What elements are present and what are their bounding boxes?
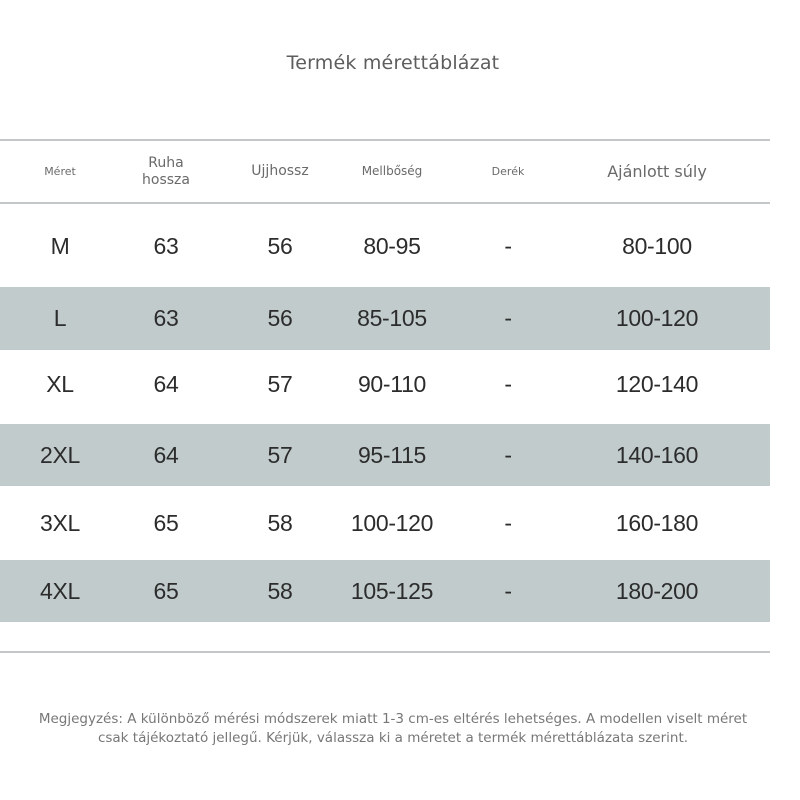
table-row <box>0 287 770 350</box>
weight-cell: 100-120 <box>615 305 699 331</box>
waist-cell: - <box>504 370 512 397</box>
weight-cell: 180-200 <box>615 577 699 604</box>
sleeve-length-cell: 58 <box>267 577 293 604</box>
garment-length-cell: 63 <box>153 305 179 331</box>
header-sleeve-length: Ujjhossz <box>251 163 309 179</box>
size-cell: 2XL <box>39 441 81 468</box>
waist-cell: - <box>504 305 512 331</box>
size-cell: 4XL <box>39 577 81 604</box>
waist-cell: - <box>504 577 512 604</box>
sizing-note-line-2: csak tájékoztató jellegű. Kérjük, válassza ki a méretet a termék mérettáblázata szerint. <box>97 730 689 746</box>
table-header-rule <box>0 202 770 204</box>
sleeve-length-cell: 57 <box>267 441 293 468</box>
table-row <box>0 212 770 280</box>
page-title: Termék mérettáblázat <box>286 52 500 74</box>
weight-cell: 80-100 <box>622 232 692 259</box>
garment-length-cell: 64 <box>153 370 179 397</box>
chest-cell: 105-125 <box>350 577 434 604</box>
garment-length-cell: 64 <box>153 441 179 468</box>
garment-length-cell: 65 <box>153 577 179 604</box>
table-row <box>0 352 770 416</box>
weight-cell: 160-180 <box>615 509 699 536</box>
table-row <box>0 560 770 622</box>
table-bottom-rule <box>0 651 770 653</box>
chest-cell: 100-120 <box>350 509 434 536</box>
header-size: Méret <box>44 165 76 178</box>
size-cell: M <box>50 232 70 259</box>
chest-cell: 95-115 <box>357 441 427 468</box>
size-cell: XL <box>46 370 74 397</box>
chest-cell: 90-110 <box>357 370 427 397</box>
chest-cell: 85-105 <box>357 305 427 331</box>
chest-cell: 80-95 <box>363 232 421 259</box>
header-chest: Mellbőség <box>361 164 423 178</box>
size-cell: 3XL <box>39 509 81 536</box>
sleeve-length-cell: 56 <box>267 232 293 259</box>
sizing-note <box>0 710 786 748</box>
size-cell: L <box>53 305 67 331</box>
garment-length-cell: 63 <box>153 232 179 259</box>
header-garment-length: Ruha hossza <box>142 154 190 188</box>
sleeve-length-cell: 56 <box>267 305 293 331</box>
weight-cell: 140-160 <box>615 441 699 468</box>
table-row <box>0 488 770 558</box>
header-waist: Derék <box>491 165 525 178</box>
sleeve-length-cell: 58 <box>267 509 293 536</box>
waist-cell: - <box>504 441 512 468</box>
sizing-note-line-1: Megjegyzés: A különböző mérési módszerek miatt 1-3 cm-es eltérés lehetséges. A modellen viselt méret <box>38 711 748 727</box>
table-header-row <box>0 141 770 202</box>
garment-length-cell: 65 <box>153 509 179 536</box>
waist-cell: - <box>504 232 512 259</box>
header-recommended-weight: Ajánlott súly <box>607 162 707 181</box>
table-row <box>0 424 770 486</box>
waist-cell: - <box>504 509 512 536</box>
sleeve-length-cell: 57 <box>267 370 293 397</box>
weight-cell: 120-140 <box>615 370 699 397</box>
